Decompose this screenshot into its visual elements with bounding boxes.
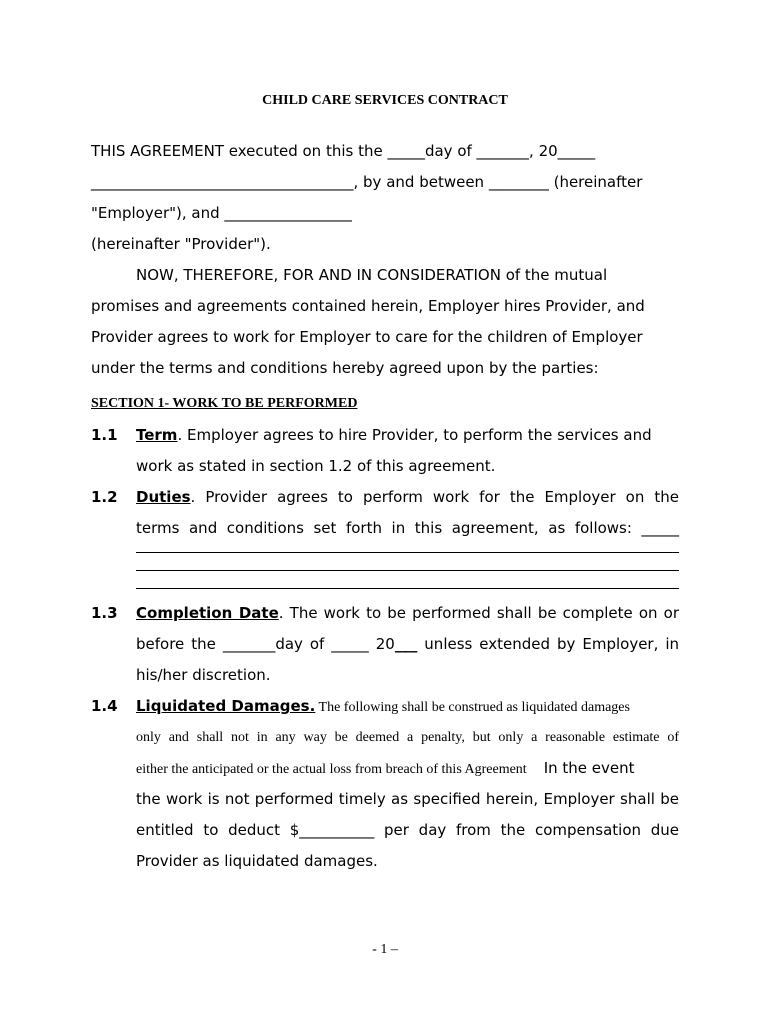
clause-1-1-label: Term xyxy=(136,426,178,444)
document-title: CHILD CARE SERVICES CONTRACT xyxy=(262,93,508,108)
clause-1-3-line-3: his/her discretion. xyxy=(136,666,271,684)
clause-number-1-4: 1.4 xyxy=(91,697,118,715)
clause-1-1-line-1 xyxy=(136,426,652,444)
clause-1-3-text: . The work to be performed shall be complete on or xyxy=(278,604,679,622)
clause-1-4-event-text: In the event xyxy=(543,759,635,777)
clause-1-3-label: Completion Date xyxy=(136,604,279,622)
clause-1-4-line-6: Provider as liquidated damages. xyxy=(136,852,378,870)
clause-1-2-line-2: terms and conditions set forth in this agreement, as follows: _____ xyxy=(136,519,679,537)
intro-line-3: "Employer"), and _________________ xyxy=(91,204,352,222)
consideration-line-2: promises and agreements contained herein, Employer hires Provider, and xyxy=(91,297,645,315)
intro-line-4: (hereinafter "Provider"). xyxy=(91,235,271,253)
clause-1-4-label: Liquidated Damages. xyxy=(136,697,316,715)
intro-line-2: ___________________________________, by and between ________ (hereinafter xyxy=(91,173,643,191)
clause-1-3-line-1 xyxy=(136,604,679,622)
intro-line-1: THIS AGREEMENT executed on this the _____day of _______, 20_____ xyxy=(91,142,596,160)
section-1-heading: SECTION 1- WORK TO BE PERFORMED xyxy=(91,396,358,411)
clause-number-1-3: 1.3 xyxy=(91,604,118,622)
clause-1-3-line-2 xyxy=(136,635,679,653)
clause-1-2-label: Duties xyxy=(136,488,191,506)
clause-1-4-text: The following shall be construed as liquidated damages xyxy=(315,700,630,715)
consideration-line-3: Provider agrees to work for Employer to care for the children of Employer xyxy=(91,328,643,346)
clause-1-2-line-1 xyxy=(136,488,679,506)
clause-1-4-line-5: entitled to deduct $__________ per day from the compensation due xyxy=(136,821,679,839)
duties-blank-line-2 xyxy=(136,570,679,571)
completion-date-text: before the _______day of _____ 20 xyxy=(136,635,395,653)
clause-number-1-2: 1.2 xyxy=(91,488,118,506)
consideration-line-1: NOW, THEREFORE, FOR AND IN CONSIDERATION of the mutual xyxy=(136,266,608,284)
clause-1-2-text: . Provider agrees to perform work for the Employer on the xyxy=(190,488,679,506)
page-number: - 1 – xyxy=(372,942,398,957)
clause-1-4-line-2: only and shall not in any way be deemed a penalty, but only a reasonable estimate of xyxy=(136,730,679,745)
clause-1-1-line-2: work as stated in section 1.2 of this agreement. xyxy=(136,457,496,475)
consideration-line-4: under the terms and conditions hereby agreed upon by the parties: xyxy=(91,359,599,377)
clause-1-4-line-1 xyxy=(136,697,630,716)
duties-blank-line-3 xyxy=(136,588,679,589)
completion-year-blank: ___ xyxy=(394,635,418,653)
clause-1-4-breach-text: either the anticipated or the actual loss from breach of this Agreement xyxy=(136,762,527,777)
clause-1-4-line-3 xyxy=(136,759,635,778)
clause-number-1-1: 1.1 xyxy=(91,426,118,444)
clause-1-4-line-4: the work is not performed timely as specified herein, Employer shall be xyxy=(136,790,679,808)
clause-1-1-text: . Employer agrees to hire Provider, to perform the services and xyxy=(177,426,652,444)
completion-extension-text: unless extended by Employer, in xyxy=(417,635,679,653)
duties-blank-line-1 xyxy=(136,552,679,553)
